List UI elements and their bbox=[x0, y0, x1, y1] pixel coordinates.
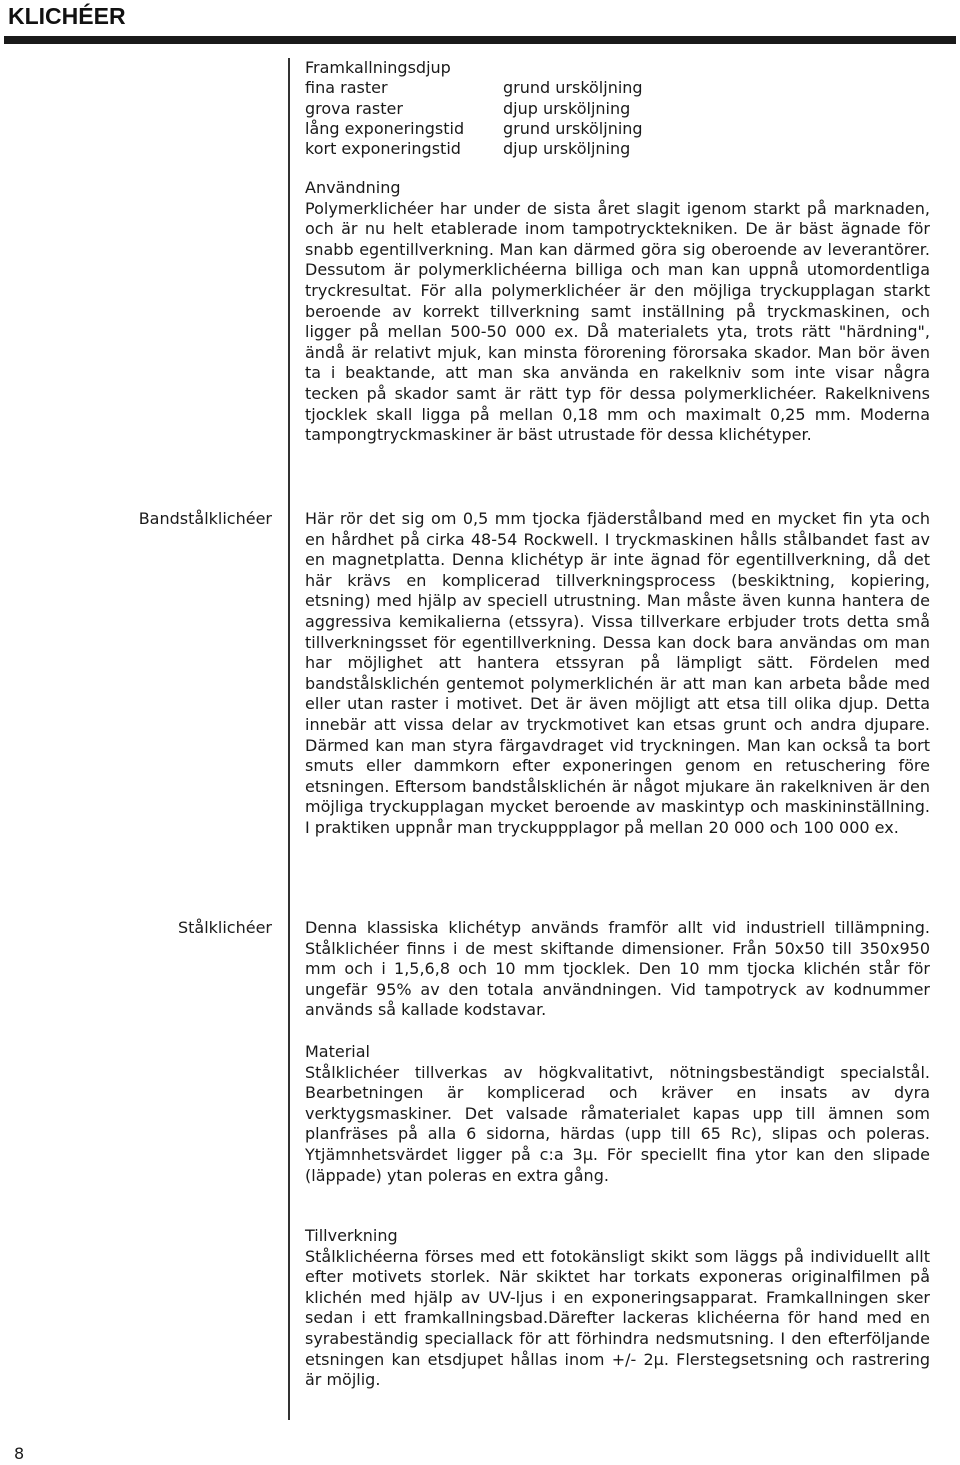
usage-section bbox=[305, 178, 930, 446]
manufacture-heading: Tillverkning bbox=[305, 1226, 398, 1245]
development-table bbox=[305, 58, 643, 159]
development-key: lång exponeringstid bbox=[305, 118, 465, 138]
steel-label: Stålklichéer bbox=[177, 918, 272, 937]
table-row bbox=[305, 99, 643, 119]
steel-text: Denna klassiska klichétyp används framför allt vid industriell tillämpning. Stålklichéer finns i de mest skiftande dimensioner. Från 50x50 till 350x950 mm och i 1,5,6,8 och 10 mm tjocklek. Den 10 mm tjocka klichén står för ungefär 95% av den totala användningen. Vid tampotryck av kodnummer används så kallade kodstavar. bbox=[305, 918, 930, 1020]
development-key: fina raster bbox=[305, 78, 388, 98]
column-divider bbox=[288, 58, 290, 1420]
usage-heading: Användning bbox=[305, 178, 401, 197]
manufacture-text: Stålklichéerna förses med ett fotokänsligt skikt som läggs på individuellt allt efter motivets storlek. När skiktet har torkats exponeras originalfilmen på klichén med hjälp av UV-ljus i en exponeringsapparat. Framkallningen sker sedan i ett framkallningsbad.Därefter lackeras klichéerna för hand med en syrabeständig speciallack för att förhindra nedsmutsning. I den efterföljande etsningen kan etsdjupet hållas inom +/- 2µ. Flerstegsetsning och rastrering är möjlig. bbox=[305, 1246, 930, 1390]
development-key: grova raster bbox=[305, 98, 403, 118]
material-text: Stålklichéer tillverkas av högkvalitativt, nötningsbeständigt specialstål. Bearbetningen är komplicerad och kräver en insats av dyra verktygsmaskiner. Det valsade råmaterialet kapas upp till ämnen som planfräses på alla 6 sidorna, härdas (upp till 65 Rc), slipas och poleras. Ytjämnhetsvärdet ligger på c:a 3µ. För speciellt fina ytor kan den slipade (läppade) ytan poleras en extra gång. bbox=[305, 1062, 930, 1185]
steel-section bbox=[305, 918, 930, 1021]
page-number: 8 bbox=[14, 1444, 25, 1463]
usage-text: Polymerklichéer har under de sista året slagit igenom starkt på marknaden, och är nu helt etablerade inom tampotrycktekniken. De är bäst ägnade för snabb egentillverkning. Man kan därmed göra sig oberoende av leverantörer. Dessutom är polymerklichéerna billiga och man kan uppnå utomordentliga tryckresultat. För alla polymerklichéer är den möjliga tryckupplagan starkt beroende av korrekt tillverkning samt inställning på tryckmaskinen, och ligger på mellan 500-50 000 ex. Då materialets yta, trots rätt "härdning", ändå är relativt mjuk, kan minsta förorening förorsaka skador. Man bör även ta i beaktande, att man ska använda en rakelkniv som inte visar några tecken på skador samt är rätt typ för dessa polymerklichéer. Rakelknivens tjocklek skall ligga på mellan 0,18 mm och maximalt 0,25 mm. Moderna tampongtryckmaskiner är bäst utrustade för dessa klichétyper. bbox=[305, 198, 930, 445]
development-value: djup ursköljning bbox=[503, 139, 631, 159]
manufacture-section bbox=[305, 1226, 930, 1391]
development-key: kort exponeringstid bbox=[305, 139, 461, 159]
development-value: djup ursköljning bbox=[503, 98, 631, 118]
table-row bbox=[305, 119, 643, 139]
band-steel-section bbox=[305, 509, 930, 839]
band-steel-text: Här rör det sig om 0,5 mm tjocka fjäderstålband med en mycket fin yta och en hårdhet på cirka 48-54 Rockwell. I tryckmaskinen hålls stålbandet fast av en magnetplatta. Denna klichétyp är inte ägnad för egentillverkning, då det här krävs en komplicerad tillverkningsprocess (beskiktning, kopiering, etsning) med hjälp av speciell utrustning. Man måste även kunna hantera de aggressiva kemikalierna (etssyra). Vissa tillverkare erbjuder trots detta små tillverkningsset för egentillverkning. Dessa kan dock bara användas om man har möjlighet att hantera etssyran på lämpligt sätt. Fördelen med bandstålsklichén gentemot polymerklichén är att man kan arbeta både med eller utan raster i motivet. Det är även möjligt att etsa till olika djup. Detta innebär att vissa delar av tryckmotivet kan etsas grunt och andra djupare. Därmed kan man styra färgavdraget vid tryckningen. Man kan också ta bort smuts eller dammkorn efter exponeringen genom en retuschering före etsningen. Eftersom bandstålsklichén är något mjukare än rakelkniven är den möjliga tryckupplagan mycket beroende av maskintyp och maskininställning. I praktiken uppnår man tryckuppplagor på mellan 20 000 och 100 000 ex. bbox=[305, 509, 930, 837]
page-title: KLICHÉER bbox=[8, 3, 126, 29]
band-steel-label: Bandstålklichéer bbox=[138, 509, 272, 528]
development-value: grund ursköljning bbox=[503, 78, 643, 98]
table-row bbox=[305, 139, 643, 159]
development-value: grund ursköljning bbox=[503, 118, 643, 138]
header-rule bbox=[4, 36, 956, 44]
material-section bbox=[305, 1042, 930, 1186]
table-row bbox=[305, 78, 643, 98]
development-heading: Framkallningsdjup bbox=[305, 58, 451, 77]
material-heading: Material bbox=[305, 1042, 370, 1061]
